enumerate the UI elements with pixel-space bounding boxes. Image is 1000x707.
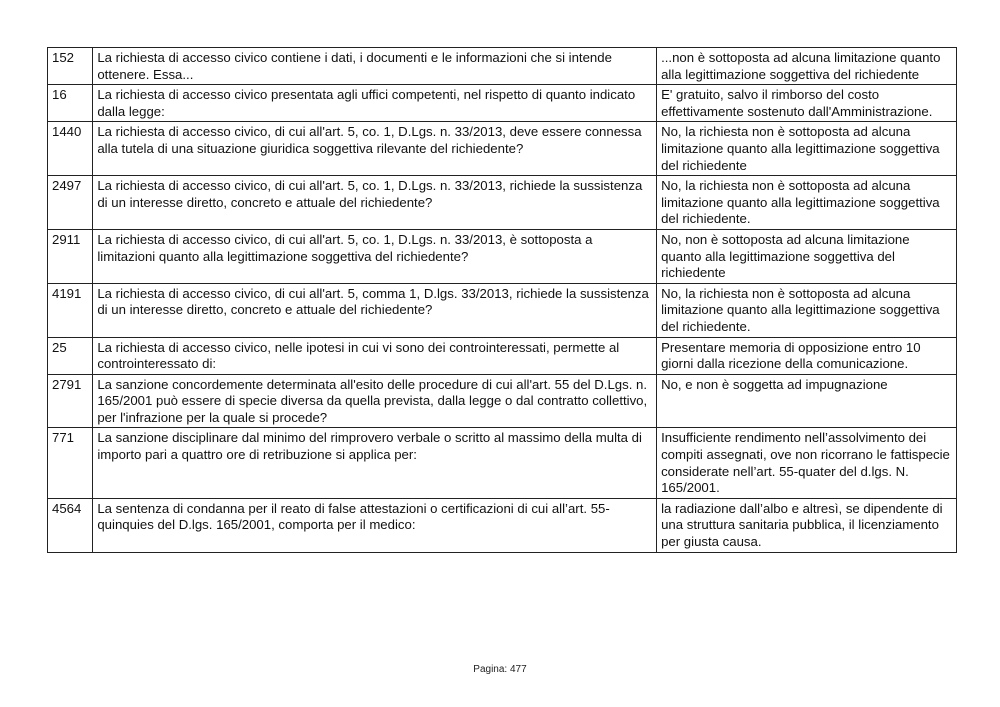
question-text: La sentenza di condanna per il reato di false attestazioni o certificazioni di cui all’art. 55-quinquies del D.lgs. 165/2001, comporta per il medico: bbox=[93, 498, 657, 552]
question-text: La richiesta di accesso civico, di cui all'art. 5, co. 1, D.Lgs. n. 33/2013, è sottoposta a limitazioni quanto alla legittimazione soggettiva del richiedente? bbox=[93, 229, 657, 283]
questions-table-body bbox=[48, 48, 957, 553]
question-id: 152 bbox=[48, 48, 93, 85]
table-row bbox=[48, 374, 957, 428]
answer-text: Presentare memoria di opposizione entro 10 giorni dalla ricezione della comunicazione. bbox=[657, 337, 957, 374]
question-id: 1440 bbox=[48, 122, 93, 176]
answer-text: No, la richiesta non è sottoposta ad alcuna limitazione quanto alla legittimazione soggettiva del richiedente. bbox=[657, 176, 957, 230]
table-row bbox=[48, 498, 957, 552]
answer-text: la radiazione dall’albo e altresì, se dipendente di una struttura sanitaria pubblica, il licenziamento per giusta causa. bbox=[657, 498, 957, 552]
question-id: 2791 bbox=[48, 374, 93, 428]
questions-table bbox=[47, 47, 957, 553]
answer-text: No, e non è soggetta ad impugnazione bbox=[657, 374, 957, 428]
answer-text: No, la richiesta non è sottoposta ad alcuna limitazione quanto alla legittimazione soggettiva del richiedente. bbox=[657, 283, 957, 337]
table-row bbox=[48, 337, 957, 374]
page-number: Pagina: 477 bbox=[473, 664, 527, 675]
question-id: 16 bbox=[48, 85, 93, 122]
table-row bbox=[48, 48, 957, 85]
table-row bbox=[48, 428, 957, 498]
question-text: La sanzione concordemente determinata all'esito delle procedure di cui all'art. 55 del D.Lgs. n. 165/2001 può essere di specie diversa da quella prevista, dalla legge o dal contratto collettivo, per l'infrazione per la quale si procede? bbox=[93, 374, 657, 428]
question-text: La sanzione disciplinare dal minimo del rimprovero verbale o scritto al massimo della multa di importo pari a quattro ore di retribuzione si applica per: bbox=[93, 428, 657, 498]
table-row bbox=[48, 85, 957, 122]
question-text: La richiesta di accesso civico contiene i dati, i documenti e le informazioni che si intende ottenere. Essa... bbox=[93, 48, 657, 85]
question-id: 2911 bbox=[48, 229, 93, 283]
question-text: La richiesta di accesso civico presentata agli uffici competenti, nel rispetto di quanto indicato dalla legge: bbox=[93, 85, 657, 122]
table-row bbox=[48, 122, 957, 176]
answer-text: No, non è sottoposta ad alcuna limitazione quanto alla legittimazione soggettiva del richiedente bbox=[657, 229, 957, 283]
question-text: La richiesta di accesso civico, nelle ipotesi in cui vi sono dei controinteressati, permette al controinteressato di: bbox=[93, 337, 657, 374]
answer-text: ...non è sottoposta ad alcuna limitazione quanto alla legittimazione soggettiva del richiedente bbox=[657, 48, 957, 85]
table-row bbox=[48, 229, 957, 283]
table-row bbox=[48, 176, 957, 230]
answer-text: Insufficiente rendimento nell’assolvimento dei compiti assegnati, ove non ricorrano le fattispecie considerate nell’art. 55-quater del d.lgs. N. 165/2001. bbox=[657, 428, 957, 498]
answer-text: E' gratuito, salvo il rimborso del costo effettivamente sostenuto dall'Amministrazione. bbox=[657, 85, 957, 122]
question-text: La richiesta di accesso civico, di cui all'art. 5, co. 1, D.Lgs. n. 33/2013, richiede la sussistenza di un interesse diretto, concreto e attuale del richiedente? bbox=[93, 176, 657, 230]
question-id: 25 bbox=[48, 337, 93, 374]
question-id: 771 bbox=[48, 428, 93, 498]
question-text: La richiesta di accesso civico, di cui all'art. 5, comma 1, D.lgs. 33/2013, richiede la sussistenza di un interesse diretto, concreto e attuale del richiedente? bbox=[93, 283, 657, 337]
question-text: La richiesta di accesso civico, di cui all'art. 5, co. 1, D.Lgs. n. 33/2013, deve essere connessa alla tutela di una situazione giuridica soggettiva rilevante del richiedente? bbox=[93, 122, 657, 176]
table-row bbox=[48, 283, 957, 337]
question-id: 2497 bbox=[48, 176, 93, 230]
answer-text: No, la richiesta non è sottoposta ad alcuna limitazione quanto alla legittimazione soggettiva del richiedente bbox=[657, 122, 957, 176]
question-id: 4564 bbox=[48, 498, 93, 552]
question-id: 4191 bbox=[48, 283, 93, 337]
